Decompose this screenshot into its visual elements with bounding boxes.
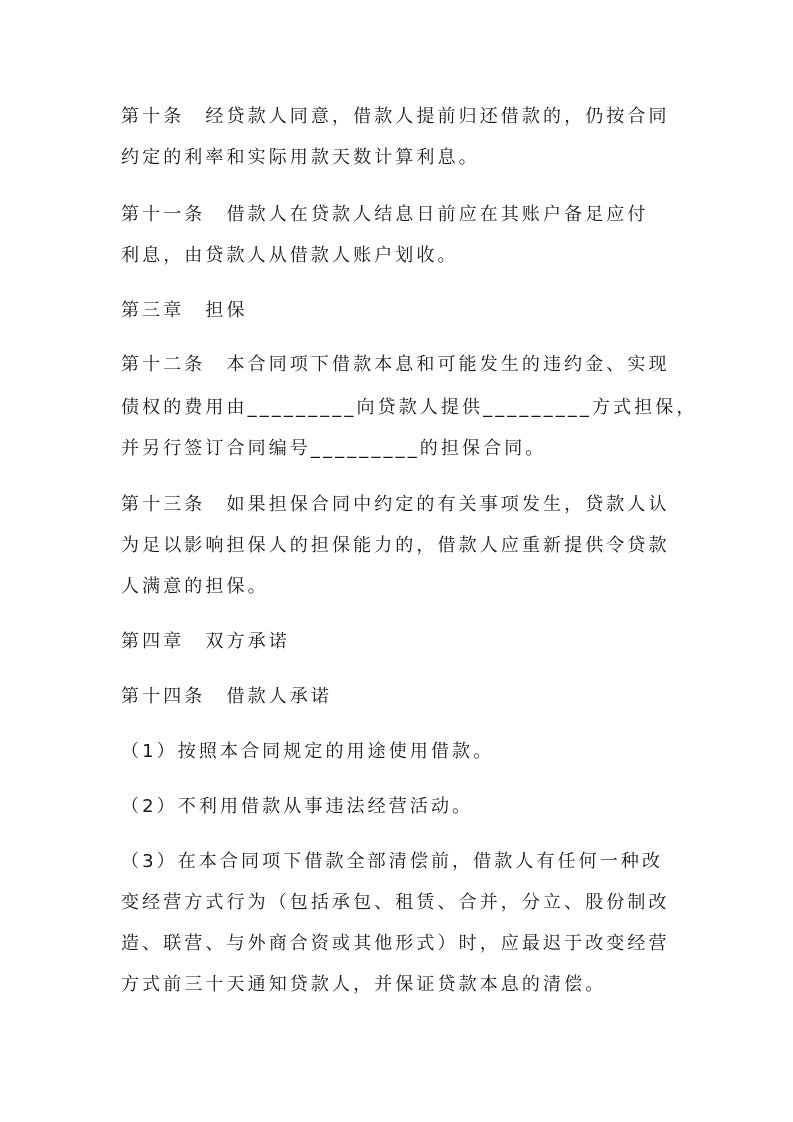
promise-item-1: （1）按照本合同规定的用途使用借款。 bbox=[121, 741, 495, 762]
article-13-line-1: 第十三条 如果担保合同中约定的有关事项发生，贷款人认 bbox=[121, 494, 670, 515]
chapter-3-heading: 第三章 担保 bbox=[121, 300, 248, 321]
article-10-line-1: 第十条 经贷款人同意，借款人提前归还借款的，仍按合同 bbox=[121, 106, 670, 127]
promise-item-3-line-2: 变经营方式行为（包括承包、租赁、合并，分立、股份制改 bbox=[121, 892, 670, 913]
article-13-line-2: 为足以影响担保人的担保能力的，借款人应重新提供令贷款 bbox=[121, 535, 670, 556]
chapter-4-heading: 第四章 双方承诺 bbox=[121, 631, 290, 652]
article-12-line-3: 并另行签订合同编号_________的担保合同。 bbox=[121, 438, 547, 459]
promise-item-3-line-4: 方式前三十天通知贷款人，并保证贷款本息的清偿。 bbox=[121, 974, 607, 995]
article-13-line-3: 人满意的担保。 bbox=[121, 576, 269, 597]
article-14-heading: 第十四条 借款人承诺 bbox=[121, 686, 332, 707]
article-11-line-2: 利息，由贷款人从借款人账户划收。 bbox=[121, 245, 459, 266]
article-10-line-2: 约定的利率和实际用款天数计算利息。 bbox=[121, 147, 480, 168]
promise-item-2: （2）不利用借款从事违法经营活动。 bbox=[121, 796, 474, 817]
promise-item-3-line-1: （3）在本合同项下借款全部清偿前，借款人有任何一种改 bbox=[121, 851, 664, 872]
article-12-line-1: 第十二条 本合同项下借款本息和可能发生的违约金、实现 bbox=[121, 354, 670, 375]
article-12-line-2: 债权的费用由_________向贷款人提供_________方式担保， bbox=[121, 397, 698, 418]
article-11-line-1: 第十一条 借款人在贷款人结息日前应在其账户备足应付 bbox=[121, 204, 649, 225]
promise-item-3-line-3: 造、联营、与外商合资或其他形式）时，应最迟于改变经营 bbox=[121, 933, 670, 954]
